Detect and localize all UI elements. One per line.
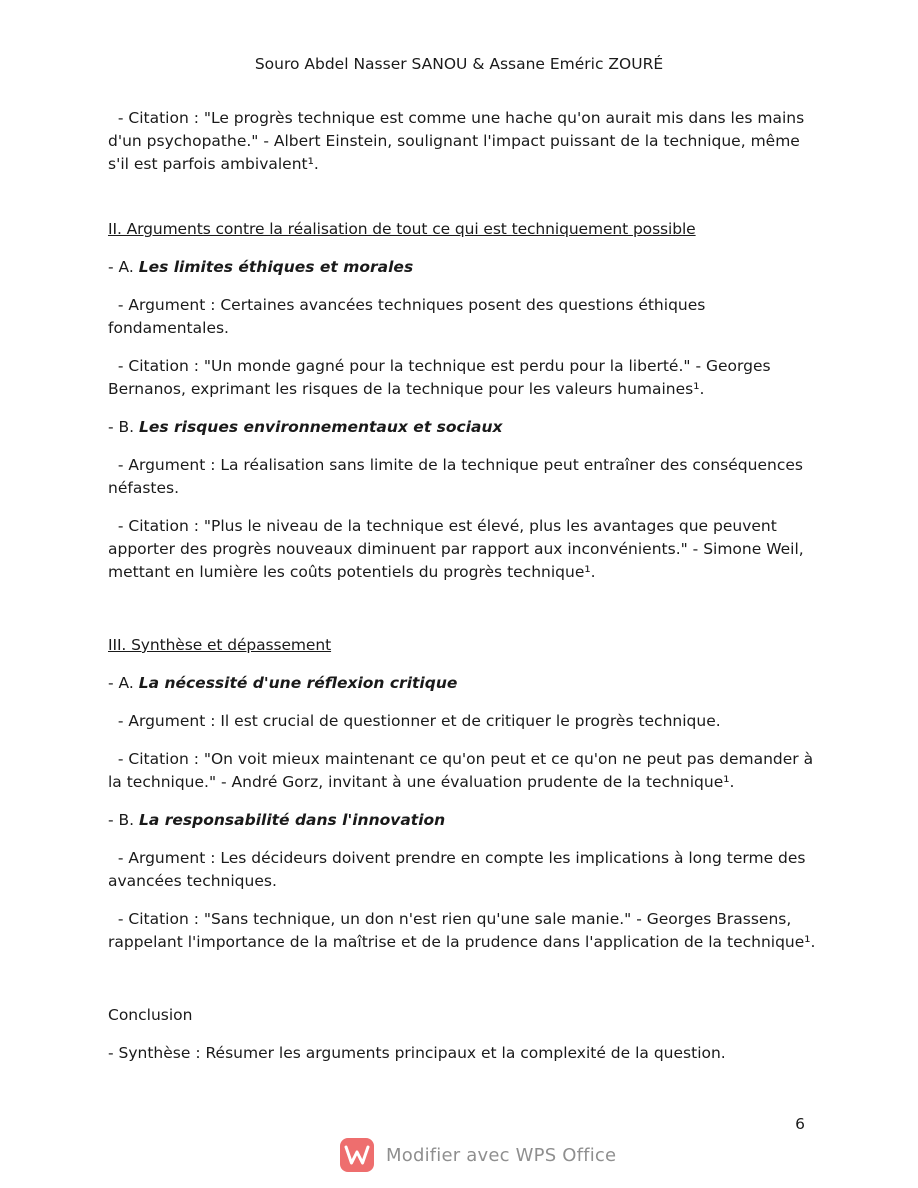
section-2-a-argument: - Argument : Certaines avancées techniques posent des questions éthiques fondamentales. [108, 296, 711, 337]
section-3-b-title: La responsabilité dans l'innovation [139, 811, 446, 829]
section-2-b-heading [108, 416, 816, 439]
wps-edit-banner[interactable] [340, 1137, 616, 1173]
section-3-b-heading [108, 809, 816, 832]
section-2-b-prefix: - B. [108, 418, 140, 436]
document-body [108, 107, 819, 1080]
section-3-a-argument: - Argument : Il est crucial de questionner et de critiquer le progrès technique. [108, 712, 721, 730]
wps-logo-icon [340, 1138, 374, 1172]
conclusion-title: Conclusion [108, 1006, 193, 1024]
section-2-b-argument: - Argument : La réalisation sans limite de la technique peut entraîner des conséquences néfastes. [108, 456, 808, 497]
section-2-a-title: Les limites éthiques et morales [138, 258, 414, 276]
section-3-title: III. Synthèse et dépassement [108, 636, 332, 654]
section-3-b-prefix: - B. [108, 811, 140, 829]
wps-edit-label: Modifier avec WPS Office [386, 1144, 617, 1166]
section-2-a-prefix: - A. [108, 258, 139, 276]
section-2-title: II. Arguments contre la réalisation de tout ce qui est techniquement possible [108, 220, 696, 238]
section-2-a-citation: - Citation : "Un monde gagné pour la technique est perdu pour la liberté." - Georges Bernanos, exprimant les risques de la technique pour les valeurs humaines¹. [108, 357, 776, 398]
section-3-a-citation: - Citation : "On voit mieux maintenant ce qu'on peut et ce qu'on ne peut pas demander à la technique." - André Gorz, invitant à une évaluation prudente de la technique¹. [108, 750, 819, 791]
conclusion-synthese: - Synthèse : Résumer les arguments principaux et la complexité de la question. [108, 1044, 726, 1062]
section-2-a-heading [108, 256, 816, 279]
page-header: Souro Abdel Nasser SANOU & Assane Eméric ZOURÉ [254, 55, 664, 73]
page-number: 6 [795, 1115, 805, 1133]
section-3-a-prefix: - A. [108, 674, 139, 692]
section-2-b-title: Les risques environnementaux et sociaux [139, 418, 503, 436]
section-3-b-argument: - Argument : Les décideurs doivent prendre en compte les implications à long terme des avancées techniques. [108, 849, 811, 890]
section-2-b-citation: - Citation : "Plus le niveau de la technique est élevé, plus les avantages que peuvent apporter des progrès nouveaux diminuent par rapport aux inconvénients." - Simone Weil, mettant en lumière les coûts potentiels du progrès technique¹. [108, 517, 809, 581]
intro-citation: - Citation : "Le progrès technique est comme une hache qu'on aurait mis dans les mains d'un psychopathe." - Albert Einstein, soulignant l'impact puissant de la technique, même s'il est parfois ambivalent¹. [108, 109, 810, 173]
section-3-a-title: La nécessité d'une réflexion critique [138, 674, 458, 692]
section-3-b-citation: - Citation : "Sans technique, un don n'est rien qu'une sale manie." - Georges Brassens, rappelant l'importance de la maîtrise et de la prudence dans l'application de la technique¹. [108, 910, 816, 951]
section-3-a-heading [108, 672, 816, 695]
